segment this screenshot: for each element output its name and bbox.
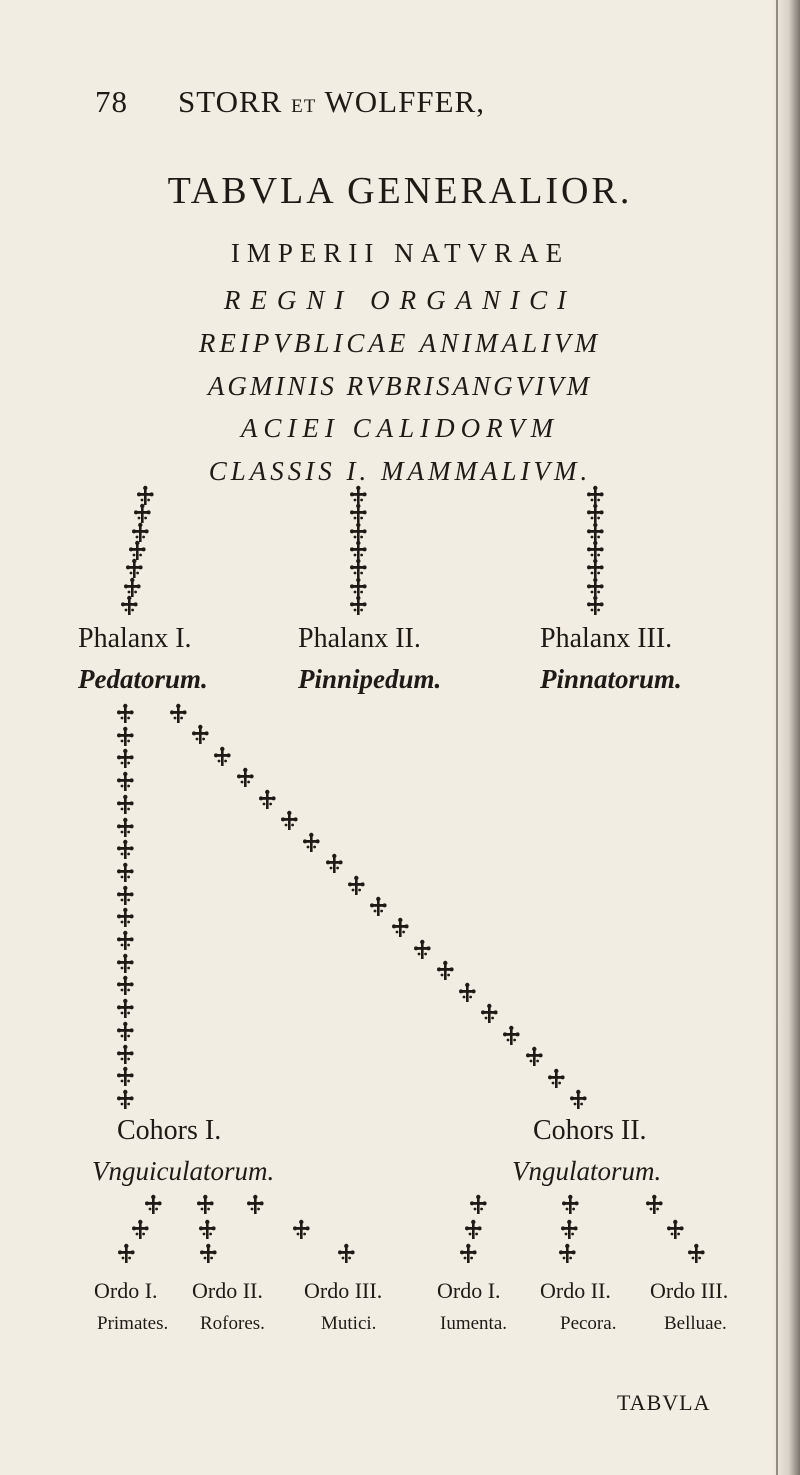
cohors-1-name: Vnguiculatorum. <box>92 1156 275 1186</box>
cross-ornament-icon <box>114 862 136 884</box>
ordo-2-2-label: Ordo II. <box>540 1278 611 1303</box>
cross-ornament-icon <box>411 939 433 961</box>
cross-ornament-icon <box>457 1243 479 1265</box>
cross-ornament-icon <box>114 794 136 816</box>
ordo-1-1-label: Ordo I. <box>94 1278 158 1303</box>
cross-ornament-icon <box>300 832 322 854</box>
cross-ornament-icon <box>462 1219 484 1241</box>
cross-ornament-icon <box>114 953 136 975</box>
ordo-2-2-name: Pecora. <box>560 1313 617 1334</box>
cross-ornament-icon <box>244 1194 266 1216</box>
cross-ornament-icon <box>197 1243 219 1265</box>
header-et: ET <box>291 96 317 117</box>
cross-ornament-icon <box>115 1243 137 1265</box>
ordo-1-3-name: Mutici. <box>321 1313 377 1334</box>
cross-ornament-icon <box>478 1003 500 1025</box>
ordo-2-3-name: Belluae. <box>664 1313 727 1334</box>
phalanx-3-name: Pinnatorum. <box>540 664 682 694</box>
cross-ornament-icon <box>114 1066 136 1088</box>
cross-ornament-icon <box>434 960 456 982</box>
phalanx-3-label: Phalanx III. <box>540 623 673 654</box>
cross-ornament-icon <box>114 998 136 1020</box>
cross-ornament-icon <box>142 1194 164 1216</box>
phalanx-2-name: Pinnipedum. <box>298 664 442 694</box>
cross-ornament-icon <box>114 1021 136 1043</box>
cross-ornament-icon <box>114 703 136 725</box>
cross-ornament-icon <box>523 1046 545 1068</box>
phalanx-1-label: Phalanx I. <box>78 623 192 654</box>
ordo-1-2-name: Rofores. <box>200 1313 265 1334</box>
cross-ornament-icon <box>114 839 136 861</box>
cross-ornament-icon <box>114 748 136 770</box>
ordo-2-3-label: Ordo III. <box>650 1278 729 1303</box>
header-left: STORR <box>178 84 283 119</box>
caption-line-1: IMPERII NATVRAE <box>230 238 570 268</box>
cohors-1-label: Cohors I. <box>117 1115 222 1146</box>
cross-ornament-icon <box>114 975 136 997</box>
running-header <box>95 86 485 117</box>
cross-ornament-icon <box>278 810 300 832</box>
cross-ornament-icon <box>114 771 136 793</box>
cross-ornament-icon <box>500 1025 522 1047</box>
binding-edge <box>776 0 778 1475</box>
cross-ornament-icon <box>194 1194 216 1216</box>
caption-line-4: AGMINIS RVBRISANGVIVM <box>207 371 593 401</box>
page-title: TABVLA GENERALIOR. <box>167 170 633 212</box>
phalanx-2-label: Phalanx II. <box>298 623 421 654</box>
cross-ornament-icon <box>643 1194 665 1216</box>
cross-ornament-icon <box>118 595 140 617</box>
cross-ornament-icon <box>114 726 136 748</box>
cross-ornament-icon <box>256 789 278 811</box>
cross-ornament-icon <box>558 1219 580 1241</box>
cross-ornament-icon <box>345 875 367 897</box>
caption-line-3: REIPVBLICAE ANIMALIVM <box>198 328 602 358</box>
cross-ornament-icon <box>234 767 256 789</box>
cross-ornament-icon <box>389 917 411 939</box>
cross-ornament-icon <box>114 907 136 929</box>
cross-ornament-icon <box>114 817 136 839</box>
caption-line-5: ACIEI CALIDORVM <box>240 413 560 443</box>
ordo-1-3-label: Ordo III. <box>304 1278 383 1303</box>
cohors-2-name: Vngulatorum. <box>512 1156 662 1186</box>
cross-ornament-icon <box>567 1089 589 1111</box>
header-right: WOLFFER, <box>324 84 485 119</box>
ordo-1-1-name: Primates. <box>97 1313 169 1334</box>
cross-ornament-icon <box>556 1243 578 1265</box>
ordo-1-2-label: Ordo II. <box>192 1278 263 1303</box>
caption-line-2: REGNI ORGANICI <box>223 285 577 315</box>
cross-ornament-icon <box>467 1194 489 1216</box>
cross-ornament-icon <box>290 1219 312 1241</box>
cross-ornament-icon <box>114 930 136 952</box>
cross-ornament-icon <box>559 1194 581 1216</box>
cross-ornament-icon <box>129 1219 151 1241</box>
cohors-2-label: Cohors II. <box>533 1115 647 1146</box>
caption-line-6: CLASSIS I. MAMMALIVM. <box>208 456 592 486</box>
phalanx-1-name: Pedatorum. <box>78 664 208 694</box>
cross-ornament-icon <box>211 746 233 768</box>
cross-ornament-icon <box>167 703 189 725</box>
ordo-2-1-name: Iumenta. <box>440 1313 508 1334</box>
cross-ornament-icon <box>335 1243 357 1265</box>
cross-ornament-icon <box>545 1068 567 1090</box>
cross-ornament-icon <box>367 896 389 918</box>
catchword: TABVLA <box>617 1390 711 1415</box>
cross-ornament-icon <box>584 595 606 617</box>
cross-ornament-icon <box>685 1243 707 1265</box>
cross-ornament-icon <box>189 724 211 746</box>
cross-ornament-icon <box>323 853 345 875</box>
cross-ornament-icon <box>114 1089 136 1111</box>
cross-ornament-icon <box>114 1044 136 1066</box>
cross-ornament-icon <box>196 1219 218 1241</box>
ordo-2-1-label: Ordo I. <box>437 1278 501 1303</box>
cross-ornament-icon <box>456 982 478 1004</box>
cross-ornament-icon <box>664 1219 686 1241</box>
cross-ornament-icon <box>114 885 136 907</box>
cross-ornament-icon <box>347 595 369 617</box>
page-number: 78 <box>95 84 128 119</box>
